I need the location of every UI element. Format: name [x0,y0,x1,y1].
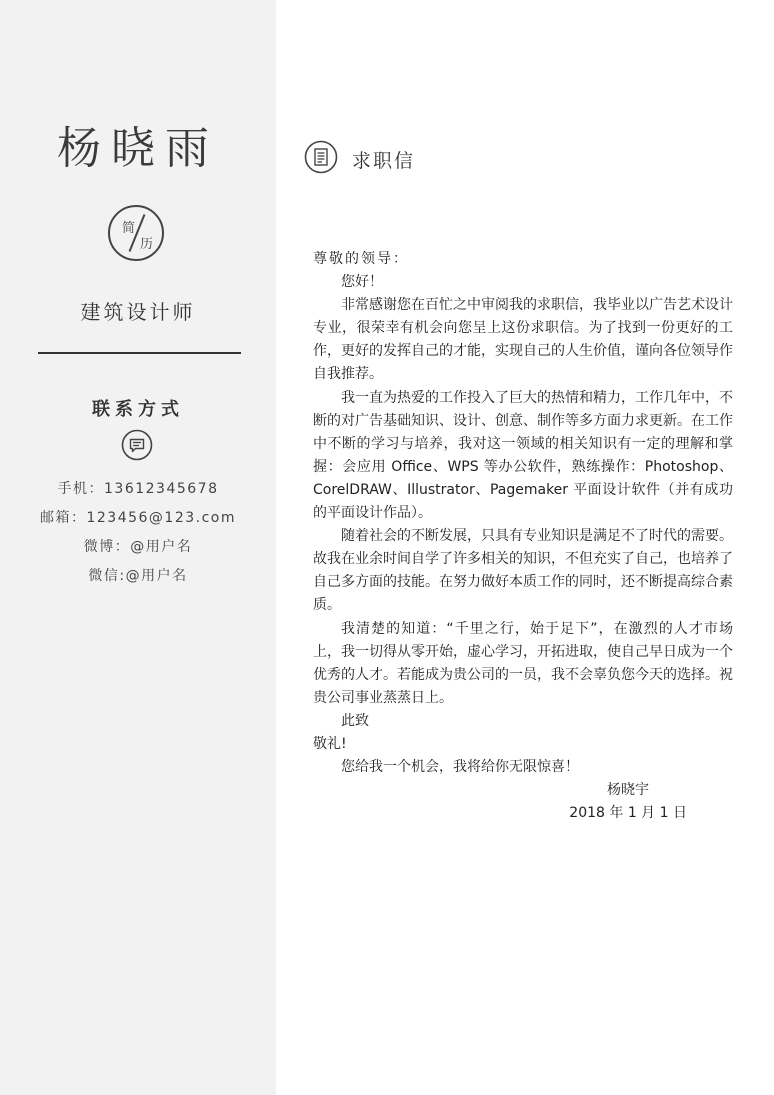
contact-phone: 手机：13612345678 [57,481,219,497]
sidebar [0,0,276,1095]
letter-paragraph: 此致 [341,712,369,729]
letter-paragraph: 您好！ [341,274,383,291]
letter-paragraph: 非常感谢您在百忙之中审阅我的求职信，我毕业以广告艺术设计专业，很荣幸有机会向您呈上这份求职信。为了找到一份更好的工作，更好的发挥自己的才能，实现自己的人生价值，谨向各位领导作自我推荐。 [313,297,733,383]
contact-wechat: 微信:@用户名 [88,568,188,584]
badge-char-jian: 简 [122,221,136,236]
job-title: 建筑设计师 [80,300,196,324]
section-title: 求职信 [352,150,416,172]
letter-signature: 杨晓宇 [607,782,649,799]
cover-letter [313,248,733,825]
letter-salutation: 尊敬的领导： [313,251,409,267]
letter-closing: 您给我一个机会，我将给你无限惊喜！ [341,759,579,776]
letter-regards: 敬礼! [313,735,347,752]
letter-paragraph: 随着社会的不断发展，只具有专业知识是满足不了时代的需要。故我在业余时间自学了许多相关的知识，不但充实了自己，也培养了自己多方面的技能。在努力做好本质工作的同时，还不断提高综合素质。 [313,528,733,614]
document-icon [304,140,338,174]
contact-email[interactable]: 邮箱：123456@123.com [39,510,236,526]
resume-badge [108,205,164,261]
contact-heading: 联系方式 [92,399,184,420]
chat-icon [121,429,153,461]
letter-date: 2018 年 1 月 1 日 [569,805,687,822]
badge-char-li: 历 [140,237,154,252]
letter-paragraph: 我清楚的知道：“千里之行，始于足下”，在激烈的人才市场上，我一切得从零开始，虚心学习，开拓进取，使自己早日成为一个优秀的人才。若能成为贵公司的一员，我不会辜负您今天的选择。祝贵公司事业蒸蒸日上。 [313,620,733,706]
candidate-name: 杨晓雨 [57,123,219,174]
letter-paragraph: 我一直为热爱的工作投入了巨大的热情和精力，工作几年中，不断的对广告基础知识、设计、创意、制作等多方面力求更新。在工作中不断的学习与培养，我对这一领域的相关知识有一定的理解和掌握：会应用 Office、WPS 等办公软件，熟练操作：Photoshop、CorelDRAW、Illustrator、Pagemaker 平面设计软件（并有成功的平面设计作品）。 [313,389,733,522]
contact-weibo: 微博：@用户名 [83,539,193,555]
sidebar-divider [38,352,241,354]
